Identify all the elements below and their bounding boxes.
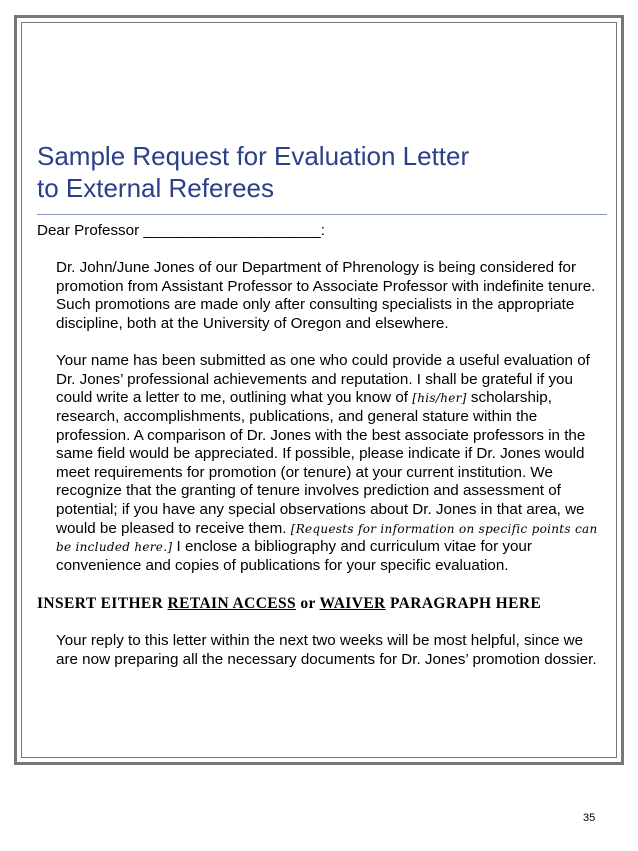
title-line-2: to External Referees xyxy=(37,173,275,203)
paragraph-2-part-3: I enclose a bibliography and curriculum vitae for your convenience and copies of publications for your specific evaluation. xyxy=(56,538,532,574)
letter-body xyxy=(37,222,607,670)
insert-prefix: INSERT EITHER xyxy=(37,594,164,612)
insert-or: or xyxy=(300,594,316,612)
title-line-1: Sample Request for Evaluation Letter xyxy=(37,141,470,171)
paragraph-2-part-2: scholarship, research, accomplishments, publications, and general stature within the profession. A comparison of Dr. Jones with the best associate professors in the same field would be appreciated. If possible, please indicate if Dr. Jones would meet requirements for promotion (or tenure) at your current institution. We recognize that the granting of tenure involves prediction and assessment of potential; if you have any special observations about Dr. Jones in that area, we would be pleased to receive them. xyxy=(56,389,586,537)
placeholder-pronoun: [his/her] xyxy=(412,391,467,406)
placeholder-requests: [Requests for information on specific points can be included here.] xyxy=(56,521,598,555)
paragraph-3: Your reply to this letter within the next two weeks will be most helpful, since we are now preparing all the necessary documents for Dr. Jones’ promotion dossier. xyxy=(56,632,597,669)
insert-instruction xyxy=(37,594,607,614)
paragraph-1: Dr. John/June Jones of our Department of Phrenology is being considered for promotion from Assistant Professor to Associate Professor with indefinite tenure. Such promotions are made only after consulting specialists in the appropriate discipline, both at the University of Oregon and elsewhere. xyxy=(56,259,596,332)
salutation: Dear Professor _____________________: xyxy=(37,222,325,239)
insert-suffix: PARAGRAPH HERE xyxy=(389,594,542,612)
title-divider xyxy=(37,214,607,215)
paragraph-2-part-1: Your name has been submitted as one who could provide a useful evaluation of Dr. Jones’ professional achievements and reputation. I shall be grateful if you could write a letter to me, outlining what you know of xyxy=(56,352,590,407)
waiver-option: WAIVER xyxy=(319,594,386,612)
retain-access-option: RETAIN ACCESS xyxy=(167,594,297,612)
page-number: 35 xyxy=(583,812,596,824)
paragraph-2 xyxy=(37,352,607,575)
page-title xyxy=(37,140,607,204)
